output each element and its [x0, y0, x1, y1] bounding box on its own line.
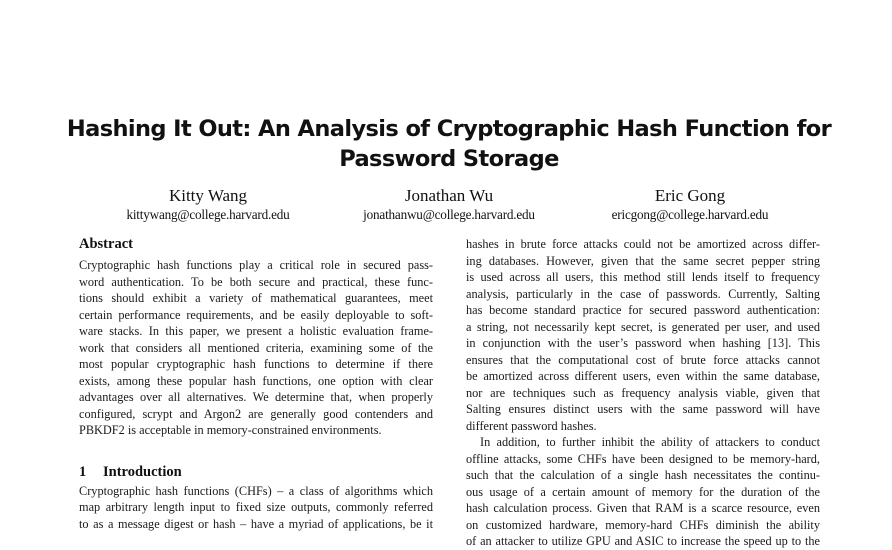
body-line: different password hashes. [466, 418, 597, 433]
body-line: ing databases. However, given that the same secret pepper string [466, 253, 820, 268]
abstract-line: Cryptographic hash functions play a critical role in secured pass- [79, 258, 433, 272]
author-email: kittywang@college.harvard.edu [126, 207, 290, 222]
author-email: ericgong@college.harvard.edu [611, 207, 769, 222]
body-line: in conjunction with the user’s password when hashing [13]. This [466, 336, 820, 350]
introduction-heading [79, 462, 433, 482]
abstract-body [79, 257, 433, 439]
body-line: such that the calculation of a single hash necessitates the continu- [466, 468, 820, 482]
abstract-line: ware stacks. In this paper, we present a holistic evaluation frame- [79, 324, 433, 338]
body-line: analysis, particularly in the case of passwords. Currently, Salting [466, 286, 820, 301]
body-line: Salting ensures distinct users with the same password will have [466, 402, 820, 416]
abstract-line: work that considers all mentioned criteria, examining some of the [79, 340, 433, 355]
abstract-line: tions should exhibit a variety of mathematical guarantees, meet [79, 291, 433, 305]
body-line: on customized hardware, memory-hard CHFs diminish the ability [466, 517, 820, 532]
abstract-line: word authentication. To be both secure and practical, these func- [79, 274, 433, 289]
title-line-1: Hashing It Out: An Analysis of Cryptographic Hash Function for [66, 116, 832, 142]
body-line: is used across all users, this method still lends itself to frequency [466, 270, 820, 284]
body-line: be amortized across different users, even within the same database, [466, 369, 820, 383]
salting-paragraph [466, 236, 820, 434]
section-number: 1 [79, 463, 87, 480]
left-column [79, 234, 433, 532]
memory-hard-paragraph [466, 434, 820, 550]
abstract-line: advantages over all alternatives. We determine that, when properly [79, 390, 433, 404]
body-line: a string, not necessarily kept secret, is generated per user, and used [466, 319, 820, 334]
abstract-line: exists, among these popular hash functions, one option with clear [79, 373, 433, 388]
author-name: Jonathan Wu [404, 186, 494, 205]
introduction-body [79, 483, 433, 533]
body-line: nor are techniques such as frequency analysis viable, given that [466, 385, 820, 400]
author-email: jonathanwu@college.harvard.edu [363, 207, 535, 222]
author-name: Eric Gong [654, 186, 726, 205]
author-name: Kitty Wang [168, 186, 248, 205]
body-line: In addition, to further inhibit the ability of attackers to conduct [480, 435, 820, 449]
body-line: offline attacks, some CHFs have been designed to be memory-hard, [466, 451, 820, 466]
abstract-line: configured, scrypt and Argon2 are generally good contenders and [79, 406, 433, 421]
abstract-line: certain performance requirements, and be easily deployable to soft- [79, 307, 433, 322]
body-line: has become standard practice for secured password authentication: [466, 303, 820, 317]
abstract-line: PBKDF2 is acceptable in memory-constrained environments. [79, 423, 382, 437]
body-line: of an attacker to utilize GPU and ASIC to increase the speed up to the [466, 534, 820, 548]
body-line: ous usage of a certain amount of memory for the duration of the [466, 484, 820, 499]
abstract-heading: Abstract [79, 236, 133, 252]
author-eric-gong [590, 186, 790, 224]
intro-line: map arbitrary length input to fixed size outputs, commonly referred [79, 500, 433, 514]
title-line-2: Password Storage [339, 146, 559, 172]
intro-line: to as a message digest or hash – have a myriad of applications, be it [79, 516, 433, 531]
author-kitty-wang [108, 186, 308, 224]
body-line: hash calculation process. Given that RAM is a scarce resource, even [466, 501, 820, 515]
body-line: ensures that the computational cost of brute force attacks cannot [466, 352, 820, 367]
author-block [0, 186, 892, 226]
right-column [466, 236, 820, 550]
paper-title [60, 114, 838, 174]
intro-line: Cryptographic hash functions (CHFs) – a class of algorithms which [79, 483, 433, 498]
body-line: hashes in brute force attacks could not be amortized across differ- [466, 237, 820, 251]
abstract-line: most popular cryptographic hash functions to determine if there [79, 357, 433, 371]
section-title: Introduction [103, 463, 182, 480]
author-jonathan-wu [343, 186, 555, 224]
